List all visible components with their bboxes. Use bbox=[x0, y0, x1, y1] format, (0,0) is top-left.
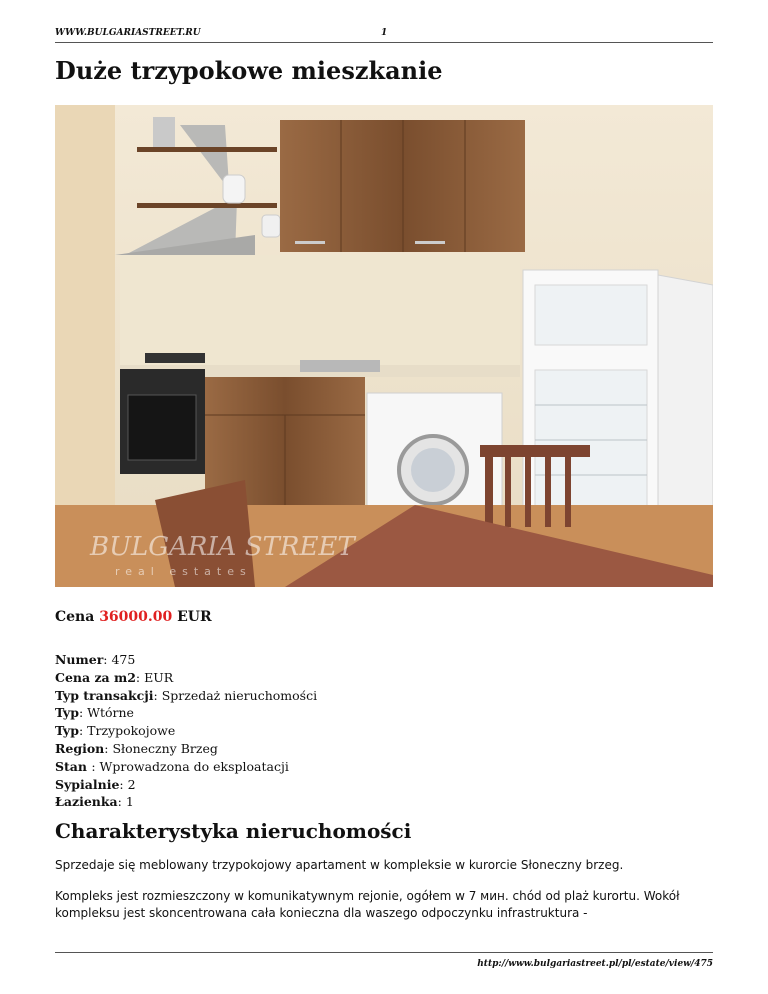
spec-label: Typ bbox=[55, 723, 79, 739]
description bbox=[55, 857, 715, 936]
spec-separator: : bbox=[117, 794, 126, 810]
spec-value: 2 bbox=[127, 776, 136, 792]
watermark-subtitle: real estates bbox=[115, 565, 252, 578]
description-paragraph: Sprzedaje się meblowany trzypokojowy apartament w kompleksie w kurorcie Słoneczny brzeg. bbox=[55, 858, 624, 872]
spec-row bbox=[55, 740, 317, 758]
spec-separator: : bbox=[91, 758, 100, 774]
spec-separator: : bbox=[103, 652, 112, 667]
spec-row bbox=[55, 776, 317, 794]
spec-label: Cena za m2 bbox=[55, 669, 136, 685]
spec-label: Numer bbox=[55, 652, 104, 667]
spec-label: Sypialnie bbox=[55, 776, 120, 792]
spec-row bbox=[55, 687, 317, 705]
spec-row bbox=[55, 651, 317, 669]
spec-row bbox=[55, 722, 317, 740]
spec-label: Łazienka bbox=[55, 794, 118, 810]
spec-label: Typ bbox=[55, 705, 79, 721]
watermark-title: BULGARIA STREET bbox=[90, 532, 355, 562]
kitchen-image bbox=[55, 105, 713, 587]
spec-separator: : bbox=[153, 687, 162, 703]
price-label: Cena bbox=[55, 609, 95, 625]
spec-value: Wtórne bbox=[87, 705, 134, 721]
spec-separator: : bbox=[104, 740, 113, 756]
spec-value: EUR bbox=[144, 669, 174, 685]
spec-label: Region bbox=[55, 740, 105, 756]
page-header bbox=[55, 26, 713, 43]
spec-value: Sprzedaż nieruchomości bbox=[161, 687, 318, 703]
spec-row bbox=[55, 793, 317, 811]
spec-value: 475 bbox=[111, 652, 136, 667]
price-currency: EUR bbox=[177, 609, 212, 625]
section-title: Charakterystyka nieruchomości bbox=[55, 819, 412, 843]
spec-separator: : bbox=[135, 669, 145, 685]
page-number: 1 bbox=[381, 28, 388, 38]
spec-separator: : bbox=[78, 723, 88, 739]
spec-row bbox=[55, 669, 317, 687]
spec-separator: : bbox=[78, 705, 88, 721]
spec-separator: : bbox=[119, 776, 128, 792]
spec-row bbox=[55, 758, 317, 776]
page-footer bbox=[55, 952, 713, 971]
spec-value: Trzypokojowe bbox=[87, 723, 176, 739]
spec-row bbox=[55, 704, 317, 722]
spec-value: Wprowadzona do eksploatacji bbox=[99, 758, 289, 774]
spec-label: Stan bbox=[55, 758, 92, 774]
page-title: Duże trzypokowe mieszkanie bbox=[55, 56, 443, 85]
price bbox=[55, 609, 212, 625]
footer-url-link[interactable]: http://www.bulgariastreet.pl/pl/estate/view/475 bbox=[477, 959, 713, 969]
header-site: WWW.BULGARIASTREET.RU bbox=[55, 28, 201, 38]
spec-value: 1 bbox=[125, 794, 134, 810]
property-photo bbox=[55, 105, 713, 587]
property-specs bbox=[55, 651, 317, 811]
spec-label: Typ transakcji bbox=[55, 687, 154, 703]
spec-value: Słoneczny Brzeg bbox=[112, 740, 218, 756]
description-paragraph: Kompleks jest rozmieszczony w komunikatywnym rejonie, ogółem w 7 мин. chód od plaż kurortu. Wokół kompleksu jest skoncentrowana cała konieczna dla waszego odpoczynku infrastruktura - bbox=[55, 888, 680, 920]
price-amount: 36000.00 bbox=[99, 609, 173, 625]
